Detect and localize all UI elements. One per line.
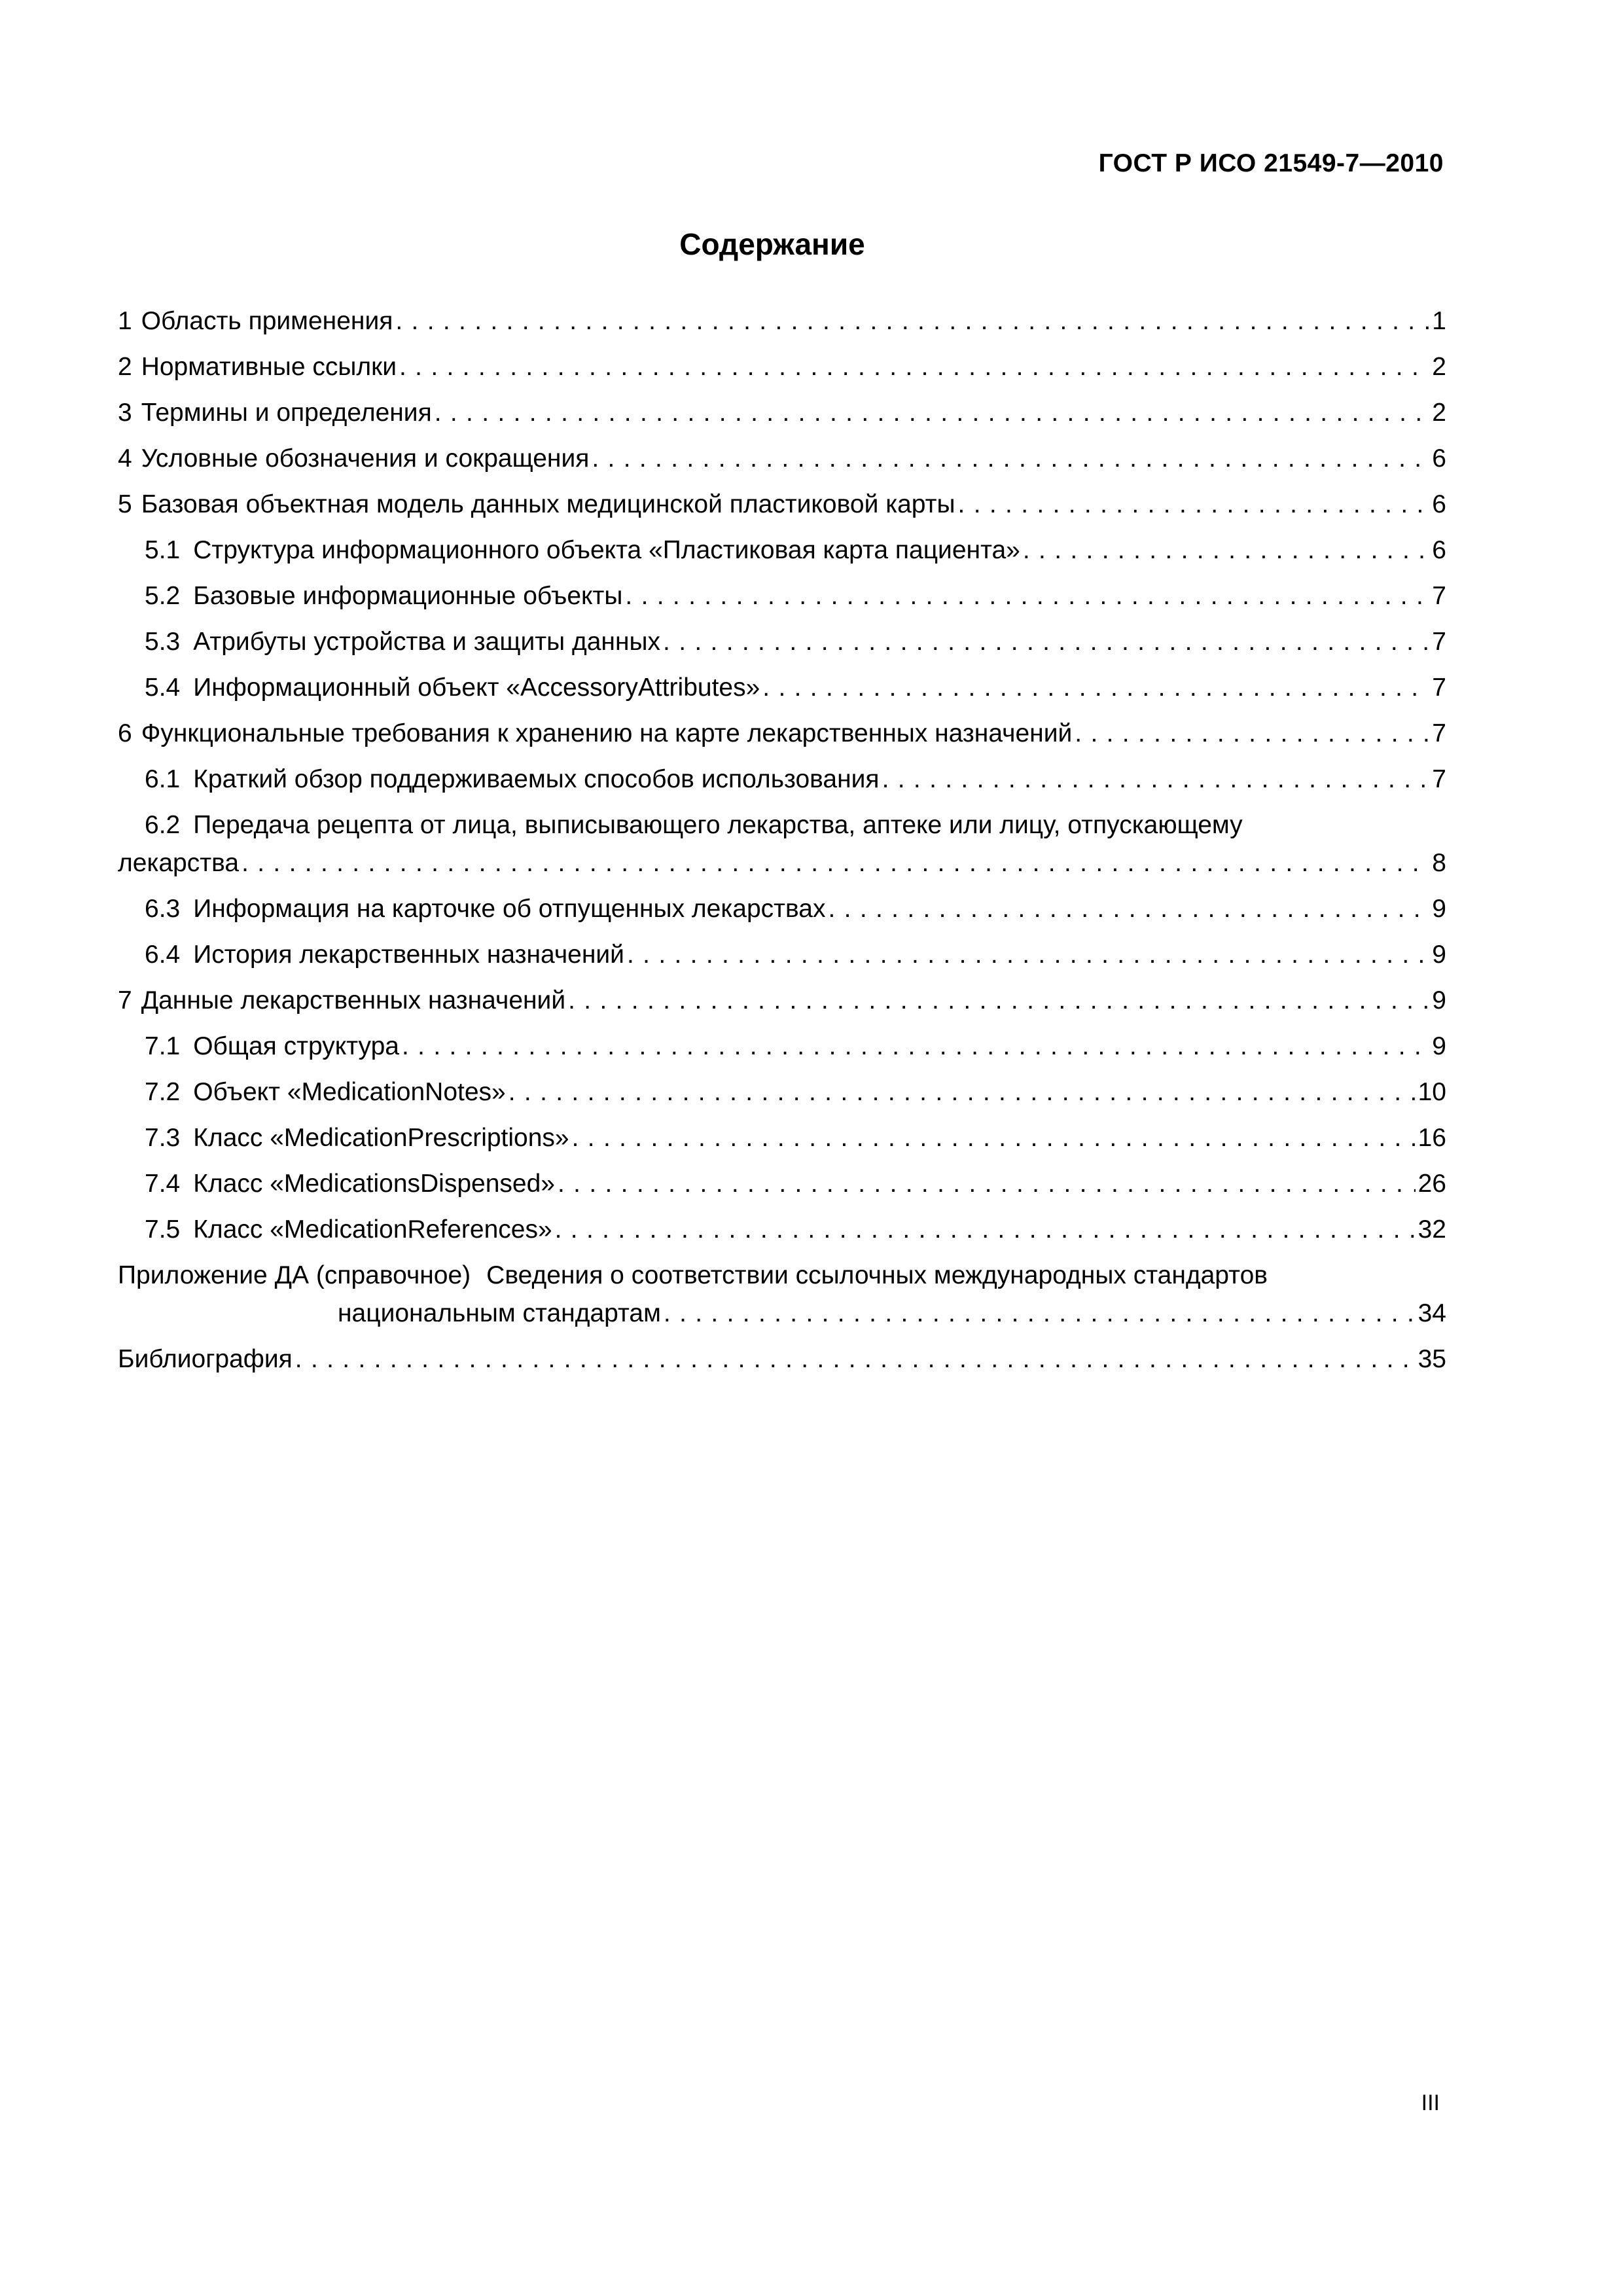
dot-leader <box>625 577 1429 615</box>
toc-entry-number: 7 <box>118 986 132 1014</box>
toc-entry-label: Объект «MedicationNotes» <box>193 1078 506 1106</box>
dot-leader <box>572 1119 1416 1157</box>
toc-entry-5-3[interactable] <box>145 623 1446 669</box>
annex-prefix: Приложение ДА (справочное) <box>118 1261 471 1289</box>
toc-entry-number: 4 <box>118 444 132 473</box>
dot-leader <box>508 1073 1416 1111</box>
toc-entry-number: 5.4 <box>145 673 181 702</box>
toc-entry-label: Класс «MedicationPrescriptions» <box>193 1124 569 1152</box>
dot-leader <box>1023 531 1429 569</box>
toc-entry-label: Термины и определения <box>141 399 432 427</box>
toc-entry-label: Структура информационного объекта «Пластиковая карта пациента» <box>193 536 1020 564</box>
toc-entry-page: 34 <box>1418 1299 1446 1327</box>
annex-label-line1: Сведения о соответствии ссылочных международных стандартов <box>486 1261 1268 1289</box>
toc-entry-7-5[interactable] <box>145 1211 1446 1257</box>
toc-entry-7-4[interactable] <box>145 1165 1446 1211</box>
toc-entry-label: Информационный объект «AccessoryAttributes» <box>193 673 760 702</box>
toc-entry-page: 6 <box>1432 490 1446 518</box>
toc-entry-page: 16 <box>1418 1124 1446 1152</box>
toc-entry-page: 35 <box>1418 1345 1446 1373</box>
toc-entry-number: 3 <box>118 399 132 427</box>
toc-entry-label: Класс «MedicationReferences» <box>193 1215 552 1244</box>
toc-entry-label: Область применения <box>141 307 393 335</box>
toc-entry-7[interactable] <box>118 982 1446 1028</box>
dot-leader <box>762 669 1429 707</box>
toc-entry-page: 10 <box>1418 1078 1446 1106</box>
toc-entry-number: 6 <box>118 719 132 747</box>
toc-entry-page: 7 <box>1432 582 1446 610</box>
table-of-contents <box>118 302 1446 1386</box>
toc-entry-page: 7 <box>1432 673 1446 702</box>
toc-entry-page: 6 <box>1432 444 1446 473</box>
toc-entry-6-2[interactable] <box>118 806 1446 890</box>
toc-entry-5[interactable] <box>118 486 1446 531</box>
toc-entry-label-line2: лекарства <box>118 849 240 877</box>
toc-entry-annex-da[interactable] <box>118 1257 1446 1340</box>
toc-entry-number: 7.2 <box>145 1078 181 1106</box>
toc-entry-3[interactable] <box>118 394 1446 440</box>
toc-entry-6-1[interactable] <box>145 761 1446 806</box>
toc-entry-number: 5.2 <box>145 582 181 610</box>
toc-entry-label: Условные обозначения и сокращения <box>141 444 590 473</box>
toc-entry-number: 7.3 <box>145 1124 181 1152</box>
dot-leader <box>295 1340 1416 1378</box>
toc-entry-page: 7 <box>1432 628 1446 656</box>
toc-entry-number: 7.4 <box>145 1170 181 1198</box>
toc-entry-number: 5 <box>118 490 132 518</box>
toc-entry-2[interactable] <box>118 348 1446 394</box>
toc-entry-bibliography[interactable] <box>118 1340 1446 1386</box>
dot-leader <box>402 1028 1429 1066</box>
dot-leader <box>435 394 1430 432</box>
toc-entry-number: 5.1 <box>145 536 181 564</box>
toc-entry-page: 8 <box>1432 849 1446 877</box>
toc-entry-page: 2 <box>1432 353 1446 381</box>
toc-entry-label: Данные лекарственных назначений <box>141 986 566 1014</box>
toc-entry-5-1[interactable] <box>145 531 1446 577</box>
toc-entry-label: Базовая объектная модель данных медицинской пластиковой карты <box>141 490 955 518</box>
toc-entry-page: 9 <box>1432 986 1446 1014</box>
toc-entry-1[interactable] <box>118 302 1446 348</box>
toc-entry-label: Класс «MedicationsDispensed» <box>193 1170 555 1198</box>
toc-entry-page: 9 <box>1432 941 1446 969</box>
dot-leader <box>663 623 1429 661</box>
toc-entry-page: 26 <box>1418 1170 1446 1198</box>
toc-entry-4[interactable] <box>118 440 1446 486</box>
dot-leader <box>1075 715 1429 753</box>
dot-leader <box>568 982 1429 1020</box>
toc-entry-number: 6.1 <box>145 765 181 793</box>
toc-entry-number: 1 <box>118 307 132 335</box>
toc-entry-number: 7.1 <box>145 1032 181 1060</box>
toc-entry-7-2[interactable] <box>145 1073 1446 1119</box>
dot-leader <box>558 1165 1416 1203</box>
dot-leader <box>395 302 1429 340</box>
annex-label-line2: национальным стандартам <box>338 1299 661 1327</box>
toc-entry-label: Атрибуты устройства и защиты данных <box>193 628 661 656</box>
toc-entry-page: 7 <box>1432 765 1446 793</box>
toc-title: Содержание <box>679 227 865 261</box>
dot-leader <box>555 1211 1416 1249</box>
toc-entry-6[interactable] <box>118 715 1446 761</box>
dot-leader <box>664 1295 1416 1333</box>
document-code: ГОСТ Р ИСО 21549-7—2010 <box>1098 149 1444 177</box>
toc-entry-7-1[interactable] <box>145 1028 1446 1073</box>
dot-leader <box>241 844 1429 882</box>
toc-entry-label: Нормативные ссылки <box>141 353 397 381</box>
toc-entry-page: 7 <box>1432 719 1446 747</box>
dot-leader <box>828 890 1429 928</box>
toc-entry-label-line1: Передача рецепта от лица, выписывающего лекарства, аптеке или лицу, отпускающему <box>193 811 1243 839</box>
toc-entry-6-3[interactable] <box>145 890 1446 936</box>
toc-entry-5-2[interactable] <box>145 577 1446 623</box>
toc-entry-5-4[interactable] <box>145 669 1446 715</box>
toc-entry-number: 6.3 <box>145 895 181 923</box>
toc-entry-page: 9 <box>1432 1032 1446 1060</box>
toc-entry-label: Общая структура <box>193 1032 399 1060</box>
toc-entry-label: Краткий обзор поддерживаемых способов использования <box>193 765 880 793</box>
toc-entry-number: 5.3 <box>145 628 181 656</box>
toc-entry-page: 9 <box>1432 895 1446 923</box>
toc-entry-page: 32 <box>1418 1215 1446 1244</box>
toc-entry-page: 6 <box>1432 536 1446 564</box>
toc-entry-page: 2 <box>1432 399 1446 427</box>
toc-entry-page: 1 <box>1432 307 1446 335</box>
toc-entry-label: Информация на карточке об отпущенных лекарствах <box>193 895 826 923</box>
toc-entry-label: Базовые информационные объекты <box>193 582 623 610</box>
dot-leader <box>592 440 1429 478</box>
toc-entry-label: Библиография <box>118 1345 293 1373</box>
dot-leader <box>882 761 1430 798</box>
dot-leader <box>399 348 1429 386</box>
toc-entry-number: 6.2 <box>145 811 181 839</box>
toc-entry-number: 2 <box>118 353 132 381</box>
dot-leader <box>627 936 1429 974</box>
toc-entry-label: Функциональные требования к хранению на карте лекарственных назначений <box>141 719 1073 747</box>
toc-entry-7-3[interactable] <box>145 1119 1446 1165</box>
toc-entry-number: 6.4 <box>145 941 181 969</box>
page-number: III <box>1421 2090 1440 2115</box>
dot-leader <box>958 486 1430 524</box>
toc-entry-number: 7.5 <box>145 1215 181 1244</box>
toc-entry-6-4[interactable] <box>145 936 1446 982</box>
toc-entry-label: История лекарственных назначений <box>193 941 624 969</box>
